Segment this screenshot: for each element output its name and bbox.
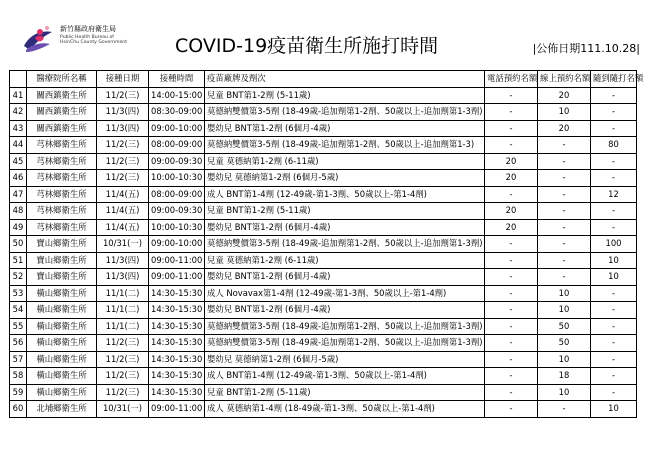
institution-name: 關西鎮衛生所 — [27, 87, 97, 104]
vaccine-description: 兒童 BNT第1-2劑 (5-11歲) — [205, 87, 485, 104]
walkin-quota: - — [591, 285, 637, 302]
institution-name: 橫山鄉衛生所 — [27, 302, 97, 319]
row-index: 57 — [10, 351, 27, 368]
vaccination-date: 11/3(四) — [97, 104, 149, 121]
table-row — [10, 120, 637, 137]
vaccine-description: 嬰幼兒 BNT第1-2劑 (6個月-4歲) — [205, 219, 485, 236]
row-index: 60 — [10, 401, 27, 418]
table-row — [10, 104, 637, 121]
table-row — [10, 153, 637, 170]
phone-quota: - — [485, 186, 538, 203]
row-index: 54 — [10, 302, 27, 319]
vaccination-time: 09:00-10:00 — [149, 120, 205, 137]
vaccination-date: 11/3(四) — [97, 252, 149, 269]
vaccine-description: 嬰幼兒 BNT第1-2劑 (6個月-4歲) — [205, 302, 485, 319]
table-row — [10, 401, 637, 418]
row-index: 52 — [10, 269, 27, 286]
vaccination-time: 14:30-15:30 — [149, 302, 205, 319]
vaccination-date: 11/3(四) — [97, 120, 149, 137]
phone-quota: - — [485, 335, 538, 352]
online-quota: - — [538, 269, 591, 286]
phone-quota: - — [485, 120, 538, 137]
row-index: 59 — [10, 384, 27, 401]
row-index: 58 — [10, 368, 27, 385]
walkin-quota: - — [591, 384, 637, 401]
online-quota: - — [538, 137, 591, 154]
vaccination-date: 11/2(三) — [97, 153, 149, 170]
phone-quota: - — [485, 368, 538, 385]
vaccine-description: 成人 Novavax第1-4劑 (12-49歲-第1-3劑、50歲以上-第1-4劑) — [205, 285, 485, 302]
vaccine-description: 兒童 莫德納第1-2劑 (6-11歲) — [205, 153, 485, 170]
walkin-quota: - — [591, 153, 637, 170]
online-quota: 10 — [538, 302, 591, 319]
vaccination-schedule-table — [9, 70, 644, 418]
vaccine-description: 兒童 BNT第1-2劑 (5-11歲) — [205, 203, 485, 220]
phone-quota: - — [485, 285, 538, 302]
phone-quota: - — [485, 252, 538, 269]
vaccination-date: 11/1(二) — [97, 318, 149, 335]
vaccine-description: 嬰幼兒 BNT第1-2劑 (6個月-4歲) — [205, 269, 485, 286]
publish-date: |公佈日期111.10.28| — [532, 42, 640, 55]
column-header-walkin-quota: 隨到隨打名額 — [591, 71, 637, 88]
institution-name: 芎林鄉衛生所 — [27, 137, 97, 154]
organization-name-en-line2: HsinChu County Government — [60, 40, 127, 46]
vaccination-time: 14:30-15:30 — [149, 285, 205, 302]
organization-name-zh: 新竹縣政府衛生局 — [60, 25, 116, 33]
vaccine-description: 兒童 莫德納第1-2劑 (6-11歲) — [205, 252, 485, 269]
institution-name: 北埔鄉衛生所 — [27, 401, 97, 418]
walkin-quota: - — [591, 318, 637, 335]
phone-quota: - — [485, 87, 538, 104]
institution-name: 寶山鄉衛生所 — [27, 269, 97, 286]
table-row — [10, 203, 637, 220]
phone-quota: - — [485, 318, 538, 335]
online-quota: 10 — [538, 384, 591, 401]
online-quota: - — [538, 252, 591, 269]
phone-quota: 20 — [485, 153, 538, 170]
institution-name: 寶山鄉衛生所 — [27, 236, 97, 253]
vaccination-time: 09:00-09:30 — [149, 203, 205, 220]
vaccination-time: 08:30-09:00 — [149, 104, 205, 121]
phone-quota: - — [485, 351, 538, 368]
table-row — [10, 137, 637, 154]
phone-quota: - — [485, 269, 538, 286]
row-index: 42 — [10, 104, 27, 121]
vaccination-time: 09:00-11:00 — [149, 252, 205, 269]
vaccination-date: 11/2(三) — [97, 170, 149, 187]
page-title: COVID-19疫苗衛生所施打時間 — [175, 35, 439, 57]
walkin-quota: - — [591, 170, 637, 187]
institution-name: 芎林鄉衛生所 — [27, 186, 97, 203]
institution-name: 橫山鄉衛生所 — [27, 368, 97, 385]
row-index: 48 — [10, 203, 27, 220]
table-row — [10, 335, 637, 352]
vaccination-time: 14:30-15:30 — [149, 318, 205, 335]
vaccination-time: 14:30-15:30 — [149, 384, 205, 401]
institution-name: 橫山鄉衛生所 — [27, 285, 97, 302]
vaccination-date: 11/4(五) — [97, 203, 149, 220]
column-header-vaccine: 疫苗廠牌及劑次 — [205, 71, 485, 88]
walkin-quota: 12 — [591, 186, 637, 203]
table-row — [10, 285, 637, 302]
row-index: 50 — [10, 236, 27, 253]
walkin-quota: - — [591, 203, 637, 220]
row-index: 45 — [10, 153, 27, 170]
walkin-quota: 10 — [591, 252, 637, 269]
walkin-quota: 100 — [591, 236, 637, 253]
vaccination-date: 11/1(二) — [97, 302, 149, 319]
vaccination-date: 11/4(五) — [97, 186, 149, 203]
walkin-quota: 10 — [591, 269, 637, 286]
walkin-quota: - — [591, 87, 637, 104]
vaccination-date: 10/31(一) — [97, 236, 149, 253]
vaccination-date: 11/2(三) — [97, 384, 149, 401]
phone-quota: - — [485, 137, 538, 154]
institution-name: 橫山鄉衛生所 — [27, 318, 97, 335]
vaccine-description: 嬰幼兒 BNT第1-2劑 (6個月-4歲) — [205, 120, 485, 137]
vaccination-time: 09:00-10:00 — [149, 236, 205, 253]
walkin-quota: - — [591, 219, 637, 236]
online-quota: 20 — [538, 120, 591, 137]
table-header-row — [10, 71, 637, 88]
column-header-institution: 醫療院所名稱 — [27, 71, 97, 88]
walkin-quota: - — [591, 335, 637, 352]
phone-quota: - — [485, 104, 538, 121]
walkin-quota: - — [591, 351, 637, 368]
vaccine-description: 兒童 BNT第1-2劑 (5-11歲) — [205, 384, 485, 401]
phone-quota: - — [485, 401, 538, 418]
phone-quota: 20 — [485, 170, 538, 187]
table-row — [10, 186, 637, 203]
phone-quota: 20 — [485, 219, 538, 236]
vaccination-time: 14:30-15:30 — [149, 368, 205, 385]
table-row — [10, 170, 637, 187]
phone-quota: - — [485, 384, 538, 401]
vaccine-description: 嬰幼兒 莫德納第1-2劑 (6個月-5歲) — [205, 351, 485, 368]
online-quota: 20 — [538, 87, 591, 104]
vaccination-date: 10/31(一) — [97, 401, 149, 418]
walkin-quota: 80 — [591, 137, 637, 154]
institution-name: 關西鎮衛生所 — [27, 120, 97, 137]
online-quota: - — [538, 236, 591, 253]
vaccine-description: 成人 BNT第1-4劑 (12-49歲-第1-3劑、50歲以上-第1-4劑) — [205, 368, 485, 385]
vaccination-date: 11/2(三) — [97, 351, 149, 368]
institution-name: 芎林鄉衛生所 — [27, 170, 97, 187]
health-bureau-logo-icon — [20, 24, 54, 54]
vaccination-time: 10:00-10:30 — [149, 170, 205, 187]
row-index: 43 — [10, 120, 27, 137]
organization-name — [60, 26, 150, 46]
online-quota: - — [538, 203, 591, 220]
phone-quota: - — [485, 302, 538, 319]
table-row — [10, 318, 637, 335]
row-index: 47 — [10, 186, 27, 203]
row-index: 56 — [10, 335, 27, 352]
vaccine-description: 成人 莫德納第1-4劑 (18-49歲-第1-3劑、50歲以上-第1-4劑) — [205, 401, 485, 418]
phone-quota: 20 — [485, 203, 538, 220]
vaccination-date: 11/1(二) — [97, 285, 149, 302]
table-row — [10, 384, 637, 401]
vaccine-description: 莫德納雙價第3-5劑 (18-49歲-追加劑第1-2劑、50歲以上-追加劑第1-3劑) — [205, 236, 485, 253]
table-row — [10, 368, 637, 385]
vaccination-date: 11/2(三) — [97, 87, 149, 104]
row-index: 53 — [10, 285, 27, 302]
vaccination-time: 08:00-09:00 — [149, 186, 205, 203]
vaccine-description: 莫德納雙價第3-5劑 (18-49歲-追加劑第1-2劑、50歲以上-追加劑第1-3劑) — [205, 318, 485, 335]
row-index: 41 — [10, 87, 27, 104]
table-row — [10, 219, 637, 236]
institution-name: 橫山鄉衛生所 — [27, 335, 97, 352]
vaccination-time: 14:00-15:00 — [149, 87, 205, 104]
organization-name-en-line1: Public Health Bureau of — [60, 35, 114, 40]
online-quota: 18 — [538, 368, 591, 385]
vaccine-description: 莫德納雙價第3-5劑 (18-49歲-追加劑第1-2劑、50歲以上-追加劑第1-3劑) — [205, 335, 485, 352]
vaccine-description: 成人 BNT第1-4劑 (12-49歲-第1-3劑、50歲以上-第1-4劑) — [205, 186, 485, 203]
row-index: 44 — [10, 137, 27, 154]
column-header-index — [10, 71, 27, 88]
online-quota: 10 — [538, 351, 591, 368]
vaccination-date: 11/2(三) — [97, 137, 149, 154]
row-index: 51 — [10, 252, 27, 269]
vaccine-description: 嬰幼兒 莫德納第1-2劑 (6個月-5歲) — [205, 170, 485, 187]
table-row — [10, 302, 637, 319]
institution-name: 芎林鄉衛生所 — [27, 153, 97, 170]
row-index: 46 — [10, 170, 27, 187]
online-quota: - — [538, 219, 591, 236]
online-quota: - — [538, 401, 591, 418]
walkin-quota: - — [591, 104, 637, 121]
walkin-quota: - — [591, 120, 637, 137]
vaccine-description: 莫德納雙價第3-5劑 (18-49歲-追加劑第1-2劑、50歲以上-追加劑第1-3) — [205, 137, 485, 154]
online-quota: - — [538, 186, 591, 203]
vaccination-date: 11/2(三) — [97, 335, 149, 352]
vaccination-time: 10:00-10:30 — [149, 219, 205, 236]
online-quota: 10 — [538, 104, 591, 121]
institution-name: 寶山鄉衛生所 — [27, 252, 97, 269]
institution-name: 橫山鄉衛生所 — [27, 351, 97, 368]
column-header-online-quota: 線上預約名額 — [538, 71, 591, 88]
online-quota: - — [538, 170, 591, 187]
vaccination-date: 11/4(五) — [97, 219, 149, 236]
table-body — [10, 87, 637, 417]
walkin-quota: 10 — [591, 401, 637, 418]
walkin-quota: - — [591, 368, 637, 385]
walkin-quota: - — [591, 302, 637, 319]
vaccination-time: 09:00-09:30 — [149, 153, 205, 170]
column-header-time: 接種時間 — [149, 71, 205, 88]
vaccine-description: 莫德納雙價第3-5劑 (18-49歲-追加劑第1-2劑、50歲以上-追加劑第1-3劑) — [205, 104, 485, 121]
online-quota: 50 — [538, 318, 591, 335]
institution-name: 芎林鄉衛生所 — [27, 219, 97, 236]
table-row — [10, 87, 637, 104]
table-row — [10, 236, 637, 253]
online-quota: - — [538, 153, 591, 170]
online-quota: 50 — [538, 335, 591, 352]
online-quota: 10 — [538, 285, 591, 302]
column-header-phone-quota: 電話預約名額 — [485, 71, 538, 88]
vaccination-time: 14:30-15:30 — [149, 335, 205, 352]
row-index: 55 — [10, 318, 27, 335]
vaccination-time: 08:00-09:00 — [149, 137, 205, 154]
vaccination-time: 14:30-15:30 — [149, 351, 205, 368]
institution-name: 芎林鄉衛生所 — [27, 203, 97, 220]
institution-name: 關西鎮衛生所 — [27, 104, 97, 121]
row-index: 49 — [10, 219, 27, 236]
vaccination-time: 09:00-11:00 — [149, 401, 205, 418]
table-row — [10, 351, 637, 368]
vaccination-time: 09:00-11:00 — [149, 269, 205, 286]
vaccination-date: 11/3(四) — [97, 269, 149, 286]
table-row — [10, 269, 637, 286]
column-header-date: 接種日期 — [97, 71, 149, 88]
vaccination-date: 11/2(三) — [97, 368, 149, 385]
phone-quota: - — [485, 236, 538, 253]
page-header — [0, 0, 656, 68]
institution-name: 橫山鄉衛生所 — [27, 384, 97, 401]
table-row — [10, 252, 637, 269]
